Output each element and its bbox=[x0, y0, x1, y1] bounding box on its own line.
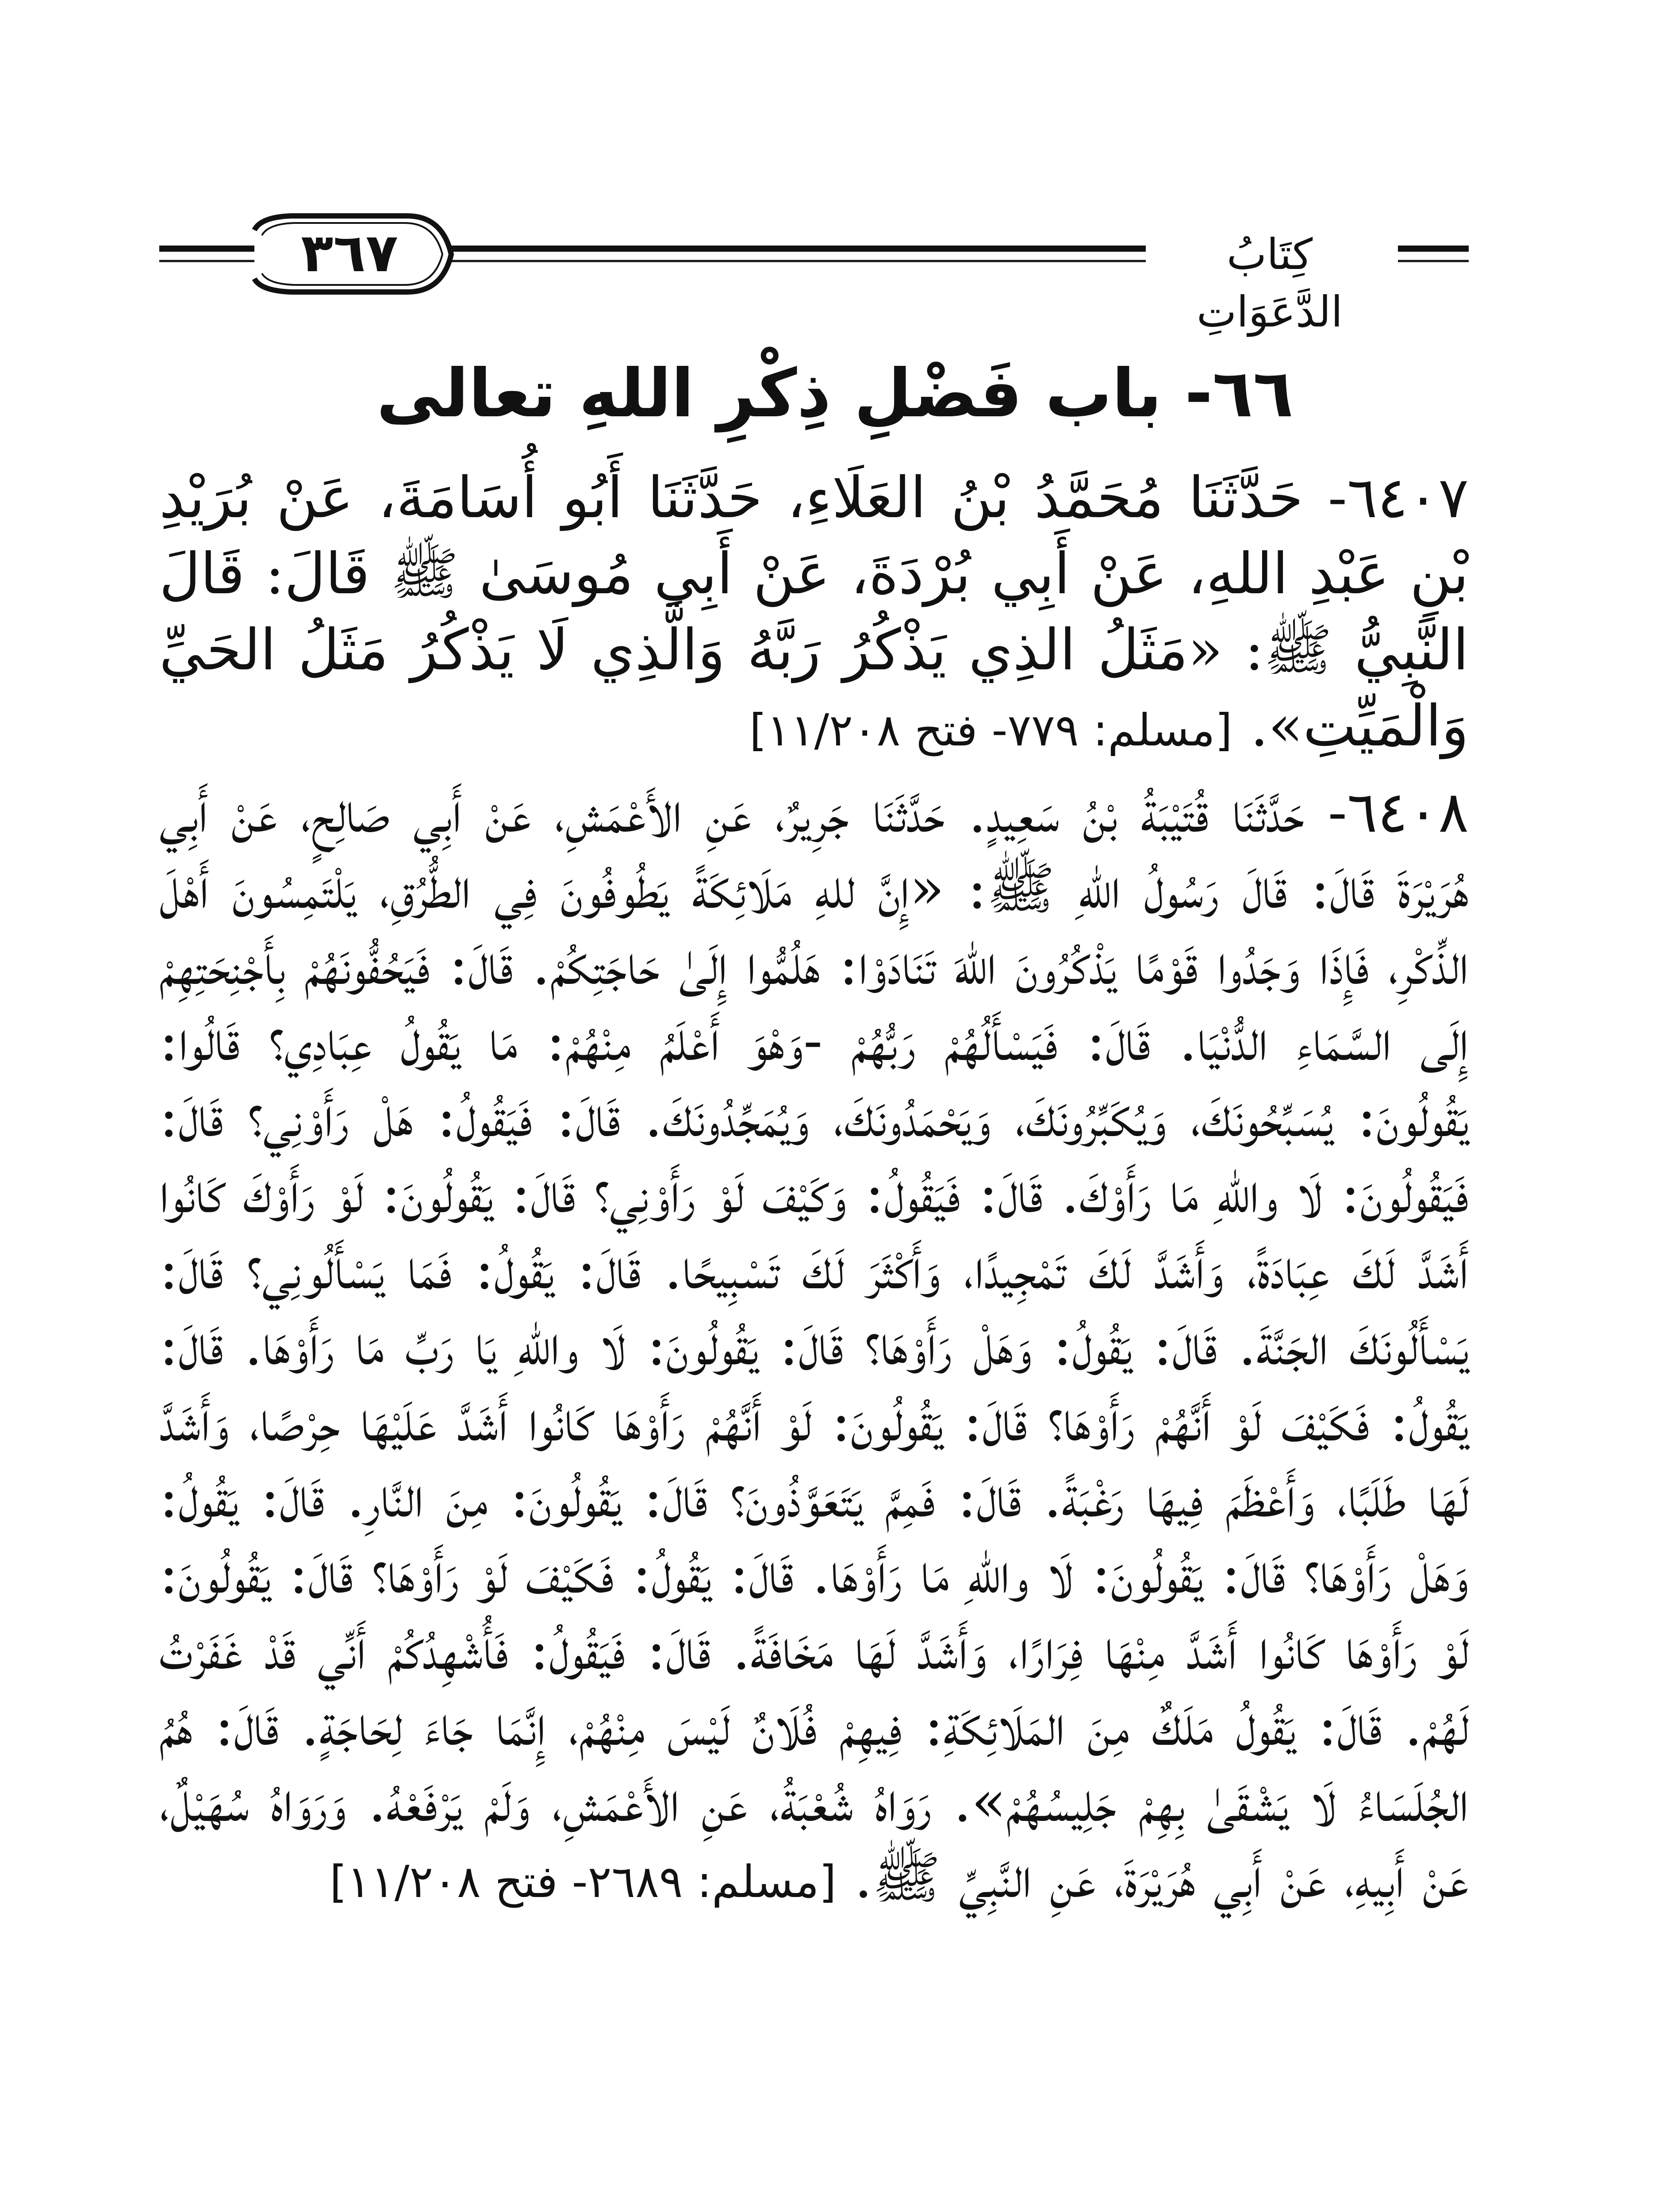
hadith-number: ٦٤٠٧- bbox=[1328, 465, 1469, 531]
page-number: ٣٦٧ bbox=[301, 223, 398, 284]
chapter-heading: ٦٦- باب فَضْلِ ذِكْرِ اللهِ تعالى bbox=[376, 355, 1294, 432]
hadith-text-body bbox=[159, 460, 1469, 1926]
hadith-6407 bbox=[159, 460, 1469, 768]
hadith-source-reference: [مسلم: ٧٧٩- فتح ١١/٢٠٨] bbox=[749, 704, 1232, 756]
hadith-content: حَدَّثَنَا مُحَمَّدُ بْنُ العَلَاءِ، حَدَّثَنَا أَبُو أُسَامَةَ، عَنْ بُرَيْدِ بْنِ عَبْدِ اللهِ، عَنْ أَبِي بُرْدَةَ، عَنْ أَبِي مُوسَىٰ ﷺ قَالَ: قَالَ النَّبِيُّ ﷺ: «مَثَلُ الذِي يَذْكُرُ رَبَّهُ وَالَّذِي لَا يَذْكُرُ مَثَلُ الحَيِّ وَالْمَيِّتِ». bbox=[159, 465, 1469, 759]
book-title: كِتَابُ الدَّعَوَاتِ bbox=[1155, 226, 1385, 283]
hadith-content: حَدَّثَنَا قُتَيْبَةُ بْنُ سَعِيدٍ. حَدَّثَنَا جَرِيرٌ، عَنِ الأَعْمَشِ، عَنْ أَبِي صَالِحٍ، عَنْ أَبِي هُرَيْرَةَ قَالَ: قَالَ رَسُولُ اللهِ ﷺ: «إِنَّ للهِ مَلَائِكَةً يَطُوفُونَ فِي الطُّرُقِ، يَلْتَمِسُونَ أَهْلَ الذِّكْرِ، فَإِذَا وَجَدُوا قَوْمًا يَذْكُرُونَ اللهَ تَنَادَوْا: هَلُمُّوا إِلَىٰ حَاجَتِكُمْ. قَالَ: فَيَحُفُّونَهُمْ بِأَجْنِحَتِهِمْ إِلَى السَّمَاءِ الدُّنْيَا. قَالَ: فَيَسْأَلُهُمْ رَبُّهُمْ -وَهْوَ أَعْلَمُ مِنْهُمْ: مَا يَقُولُ عِبَادِي؟ قَالُوا: يَقُولُونَ: يُسَبِّحُونَكَ، وَيُكَبِّرُونَكَ، وَيَحْمَدُونَكَ، وَيُمَجِّدُونَكَ. قَالَ: فَيَقُولُ: هَلْ رَأَوْنِي؟ قَالَ: فَيَقُولُونَ: لَا واللهِ مَا رَأَوْكَ. قَالَ: فَيَقُولُ: وَكَيْفَ لَوْ رَأَوْنِي؟ قَالَ: يَقُولُونَ: لَوْ رَأَوْكَ كَانُوا أَشَدَّ لَكَ عِبَادَةً، وَأَشَدَّ لَكَ تَمْجِيدًا، وَأَكْثَرَ لَكَ تَسْبِيحًا. قَالَ: يَقُولُ: فَمَا يَسْأَلُونِي؟ قَالَ: يَسْأَلُونَكَ الجَنَّةَ. قَالَ: يَقُولُ: وَهَلْ رَأَوْهَا؟ قَالَ: يَقُولُونَ: لَا واللهِ يَا رَبِّ مَا رَأَوْهَا. قَالَ: يَقُولُ: فَكَيْفَ لَوْ أَنَّهُمْ رَأَوْهَا؟ قَالَ: يَقُولُونَ: لَوْ أَنَّهُمْ رَأَوْهَا كَانُوا أَشَدَّ عَلَيْهَا حِرْصًا، وَأَشَدَّ لَهَا طَلَبًا، وَأَعْظَمَ فِيهَا رَغْبَةً. قَالَ: فَمِمَّ يَتَعَوَّذُونَ؟ قَالَ: يَقُولُونَ: مِنَ النَّارِ. قَالَ: يَقُولُ: وَهَلْ رَأَوْهَا؟ قَالَ: يَقُولُونَ: لَا واللهِ مَا رَأَوْهَا. قَالَ: يَقُولُ: فَكَيْفَ لَوْ رَأَوْهَا؟ قَالَ: يَقُولُونَ: لَوْ رَأَوْهَا كَانُوا أَشَدَّ مِنْهَا فِرَارًا، وَأَشَدَّ لَهَا مَخَافَةً. قَالَ: فَيَقُولُ: فَأُشْهِدُكُمْ أَنِّي قَدْ غَفَرْتُ لَهُمْ. قَالَ: يَقُولُ مَلَكٌ مِنَ المَلَائِكَةِ: فِيهِمْ فُلَانٌ لَيْسَ مِنْهُمْ، إِنَّمَا جَاءَ لِحَاجَةٍ. قَالَ: هُمُ الجُلَسَاءُ لَا يَشْقَىٰ بِهِمْ جَلِيسُهُمْ». رَوَاهُ شُعْبَةُ، عَنِ الأَعْمَشِ، وَلَمْ يَرْفَعْهُ. وَرَوَاهُ سُهَيْلٌ، عَنْ أَبِيهِ، عَنْ أَبِي هُرَيْرَةَ، عَنِ النَّبِيِّ ﷺ. bbox=[159, 780, 1469, 1911]
hadith-6408 bbox=[159, 775, 1469, 1920]
page-header bbox=[159, 208, 1469, 337]
hadith-number: ٦٤٠٨- bbox=[1328, 780, 1469, 845]
hadith-source-reference: [مسلم: ٢٦٨٩- فتح ١١/٢٠٨] bbox=[330, 1856, 837, 1908]
